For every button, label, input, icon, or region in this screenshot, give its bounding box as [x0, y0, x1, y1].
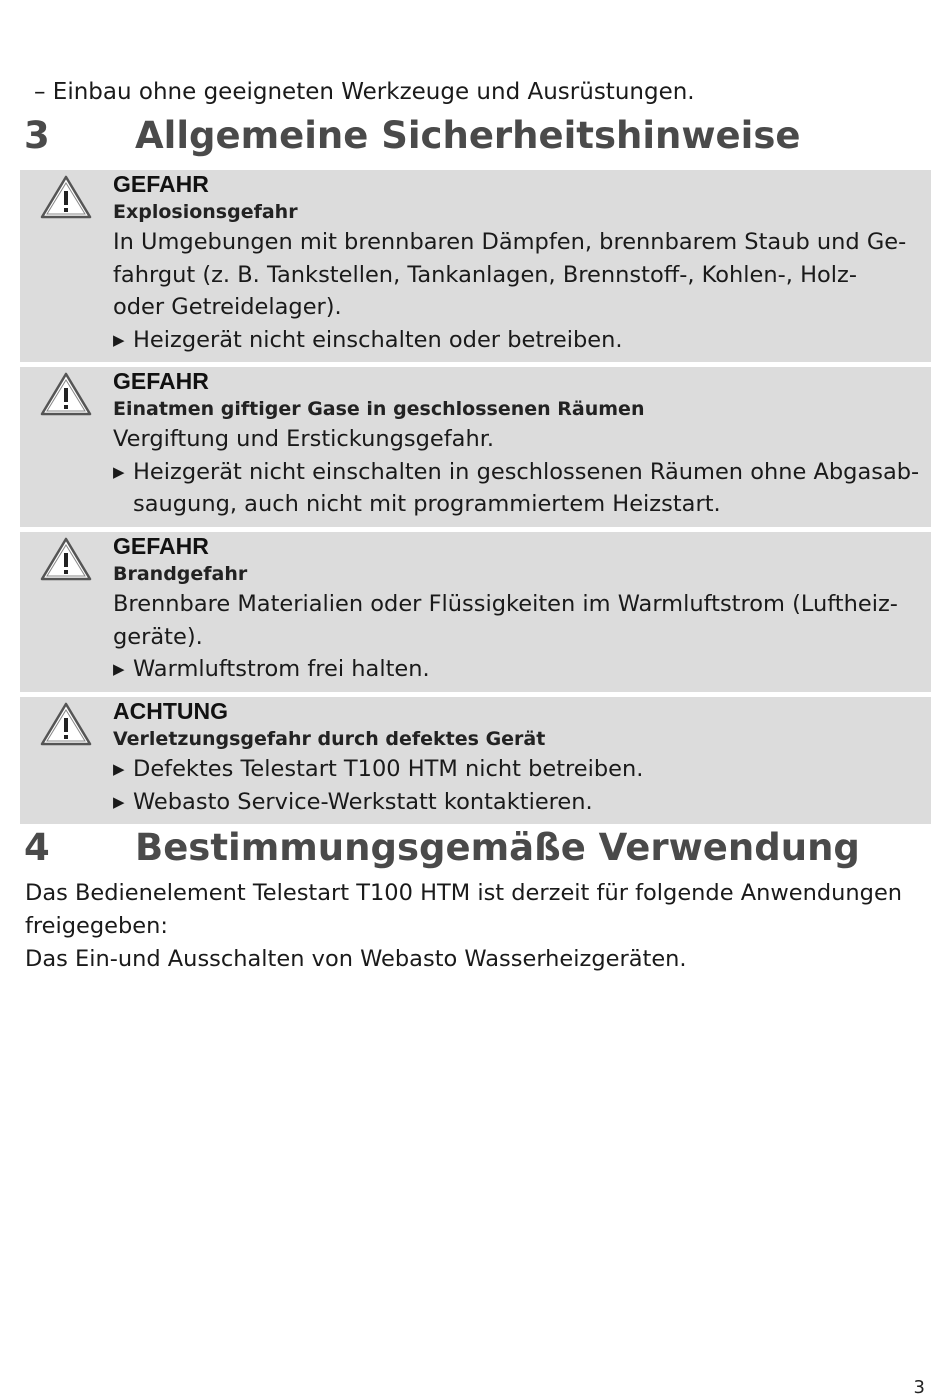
warning-box-toxic-gas — [20, 367, 931, 527]
description-line: Brennbare Materialien oder Flüssigkeiten im Warmluftstrom (Luftheiz- — [113, 591, 898, 617]
signal-word: GEFAHR — [113, 171, 209, 197]
signal-word: GEFAHR — [113, 368, 209, 394]
warning-content — [113, 697, 925, 818]
warning-content — [113, 532, 925, 686]
page-number: 3 — [913, 1377, 925, 1398]
intended-use-paragraph — [25, 877, 930, 976]
action-item — [113, 456, 925, 521]
action-line: Heizgerät nicht einschalten in geschlossenen Räumen ohne Abgasab- — [133, 458, 920, 485]
action-item — [113, 324, 925, 357]
intro-line: – Einbau ohne geeigneten Werkzeuge und Ausrüstungen. — [34, 79, 695, 105]
warning-box-fire — [20, 532, 931, 692]
warning-content — [113, 170, 925, 356]
section-number: 3 — [24, 114, 50, 157]
description-line: Vergiftung und Erstickungsgefahr. — [113, 426, 495, 452]
action-arrow-icon: ▶ — [113, 660, 125, 678]
action-line: Webasto Service-Werkstatt kontaktieren. — [133, 788, 593, 815]
signal-word: GEFAHR — [113, 533, 209, 559]
action-item — [113, 753, 925, 786]
action-arrow-icon: ▶ — [113, 792, 125, 811]
description-line: In Umgebungen mit brennbaren Dämpfen, brennbarem Staub und Ge- — [113, 229, 907, 255]
action-item — [113, 653, 925, 686]
warning-triangle-icon — [40, 174, 92, 220]
warning-triangle-icon — [40, 536, 92, 582]
hazard-description — [113, 588, 925, 653]
hazard-title: Verletzungsgefahr durch defektes Gerät — [113, 728, 546, 750]
action-line: saugung, auch nicht mit programmiertem Heizstart. — [133, 491, 721, 517]
paragraph-line: freigegeben: — [25, 913, 168, 939]
hazard-title: Einatmen giftiger Gase in geschlossenen Räumen — [113, 398, 645, 420]
hazard-description — [113, 423, 925, 456]
action-arrow-icon: ▶ — [113, 760, 125, 778]
hazard-description — [113, 226, 925, 324]
section-title: Bestimmungsgemäße Verwendung — [135, 826, 860, 869]
action-line: Defektes Telestart T100 HTM nicht betreiben. — [133, 756, 644, 782]
warning-box-defective-device — [20, 697, 931, 824]
paragraph-line: Das Bedienelement Telestart T100 HTM ist derzeit für folgende Anwendungen — [25, 880, 903, 906]
action-arrow-icon: ▶ — [113, 330, 125, 349]
description-line: fahrgut (z. B. Tankstellen, Tankanlagen, Brennstoff-, Kohlen-, Holz- — [113, 261, 857, 288]
action-item — [113, 786, 925, 819]
signal-word: ACHTUNG — [113, 698, 228, 724]
description-line: oder Getreidelager). — [113, 294, 342, 320]
action-line: Heizgerät nicht einschalten oder betreiben. — [133, 326, 623, 353]
action-line: Warmluftstrom frei halten. — [133, 656, 430, 682]
warning-box-explosion — [20, 170, 931, 362]
warning-triangle-icon — [40, 701, 92, 747]
hazard-title: Explosionsgefahr — [113, 201, 298, 223]
section-title: Allgemeine Sicherheitshinweise — [135, 114, 801, 157]
description-line: geräte). — [113, 623, 203, 650]
warning-content — [113, 367, 925, 521]
action-arrow-icon: ▶ — [113, 462, 125, 481]
section-number: 4 — [24, 826, 50, 869]
warning-triangle-icon — [40, 371, 92, 417]
hazard-title: Brandgefahr — [113, 563, 248, 585]
paragraph-line: Das Ein-und Ausschalten von Webasto Wasserheizgeräten. — [25, 946, 687, 972]
